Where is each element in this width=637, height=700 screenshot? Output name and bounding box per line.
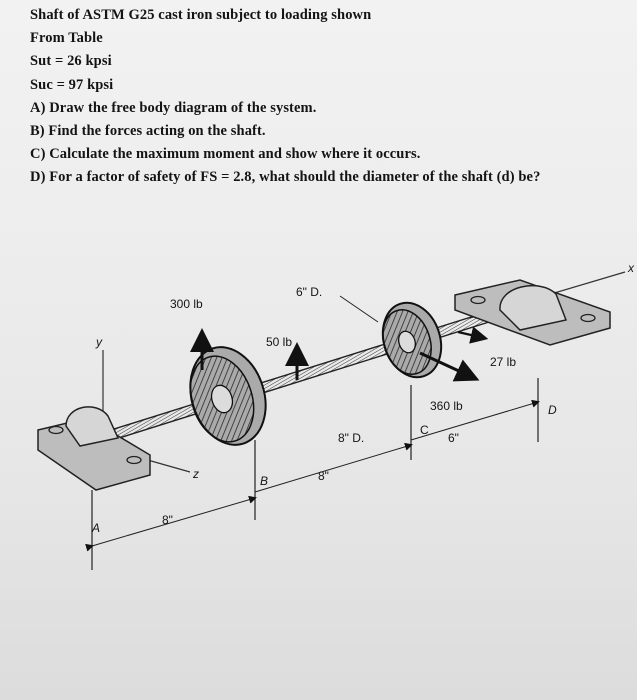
force-27-label: 27 lb: [490, 355, 517, 369]
sut-value: Sut = 26 kpsi: [30, 53, 112, 70]
shaft-diagram: [0, 250, 637, 590]
dimension-ab-line: [92, 498, 255, 546]
dimension-ab-label: 8": [162, 513, 173, 527]
problem-title: Shaft of ASTM G25 cast iron subject to loading shown: [30, 7, 372, 23]
axis-x-label: x: [628, 261, 634, 275]
point-a-label: A: [92, 521, 101, 535]
axis-z-label: z: [193, 467, 199, 481]
dimension-bc-line: [255, 445, 411, 492]
bearing-d: [455, 280, 610, 345]
task-b: B) Find the forces acting on the shaft.: [30, 123, 266, 140]
table-reference: From Table: [30, 30, 103, 47]
dimension-bc-label: 8": [318, 469, 329, 483]
axis-y-label: y: [96, 335, 102, 349]
force-50-label: 50 lb: [266, 335, 293, 349]
force-27-arrow: [458, 332, 484, 338]
force-300-label: 300 lb: [170, 297, 203, 311]
pulley-small-dia-label: 6" D.: [296, 285, 323, 299]
suc-value: Suc = 97 kpsi: [30, 76, 114, 93]
problem-statement: [30, 4, 630, 190]
dimension-cd-label: 6": [448, 431, 459, 445]
pulley-b: [178, 337, 277, 454]
shaft: [95, 308, 505, 444]
pulley-large-dia-label: 8" D.: [338, 431, 365, 445]
task-d: D) For a factor of safety of FS = 2.8, what should the diameter of the shaft (d) be?: [30, 169, 541, 186]
task-a: A) Draw the free body diagram of the system.: [30, 99, 317, 116]
point-b-label: B: [260, 474, 269, 488]
task-c: C) Calculate the maximum moment and show where it occurs.: [30, 146, 421, 163]
pulley-c: [374, 295, 451, 385]
point-c-label: C: [420, 423, 429, 437]
force-360-label: 360 lb: [430, 399, 463, 413]
point-d-label: D: [548, 403, 557, 417]
bearing-a: [38, 407, 150, 490]
pulley-small-dia-leader: [340, 296, 378, 322]
